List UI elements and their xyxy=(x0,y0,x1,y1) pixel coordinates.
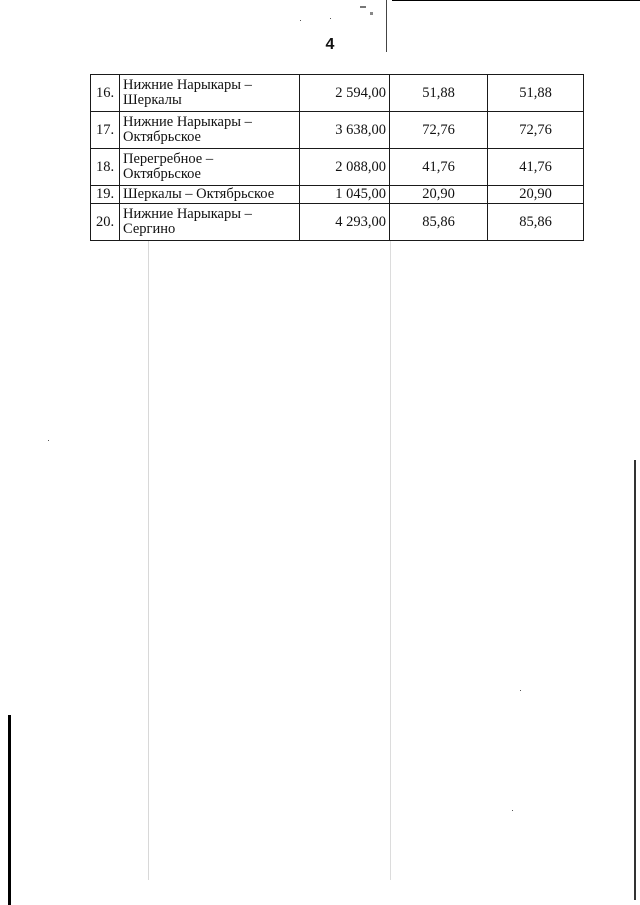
row-number: 16. xyxy=(91,75,120,112)
value-2: 20,90 xyxy=(488,186,584,204)
route-line: Октябрьское xyxy=(123,166,201,182)
route-name xyxy=(120,204,300,241)
table-row xyxy=(91,112,584,149)
table-row xyxy=(91,149,584,186)
value-1: 20,90 xyxy=(390,186,488,204)
row-number: 19. xyxy=(91,186,120,204)
value-2: 41,76 xyxy=(488,149,584,186)
distance-value: 3 638,00 xyxy=(300,112,390,149)
scan-speck xyxy=(370,12,373,15)
scan-edge-line-top xyxy=(392,0,640,1)
value-1: 41,76 xyxy=(390,149,488,186)
route-line: Сергино xyxy=(123,221,176,237)
value-1: 72,76 xyxy=(390,112,488,149)
row-number: 20. xyxy=(91,204,120,241)
route-line: Нижние Нарыкары – xyxy=(123,77,252,93)
table-row xyxy=(91,204,584,241)
scan-speck xyxy=(330,18,331,19)
route-name: Шеркалы – Октябрьское xyxy=(120,186,300,204)
value-1: 85,86 xyxy=(390,204,488,241)
row-number: 17. xyxy=(91,112,120,149)
scan-edge-line-right xyxy=(634,460,636,900)
scan-speck xyxy=(300,20,301,21)
distance-value: 1 045,00 xyxy=(300,186,390,204)
row-number: 18. xyxy=(91,149,120,186)
scan-speck xyxy=(520,690,521,691)
scan-speck xyxy=(360,6,366,8)
value-2: 72,76 xyxy=(488,112,584,149)
value-2: 51,88 xyxy=(488,75,584,112)
scan-edge-line-left xyxy=(8,715,11,905)
page-number: 4 xyxy=(325,36,335,53)
route-line: Шеркалы xyxy=(123,92,182,108)
route-name xyxy=(120,75,300,112)
route-line: Перегребное – xyxy=(123,151,214,167)
scan-faint-line-left xyxy=(148,240,149,880)
distance-value: 2 594,00 xyxy=(300,75,390,112)
route-name xyxy=(120,112,300,149)
distance-table xyxy=(90,74,584,241)
scan-speck xyxy=(48,440,49,441)
value-2: 85,86 xyxy=(488,204,584,241)
table-row xyxy=(91,186,584,204)
distance-value: 4 293,00 xyxy=(300,204,390,241)
scan-faint-line-mid xyxy=(390,240,391,880)
scan-speck xyxy=(512,810,513,811)
route-line: Октябрьское xyxy=(123,129,201,145)
table-row xyxy=(91,75,584,112)
route-name xyxy=(120,149,300,186)
distance-value: 2 088,00 xyxy=(300,149,390,186)
value-1: 51,88 xyxy=(390,75,488,112)
route-line: Нижние Нарыкары – xyxy=(123,206,252,222)
route-line: Нижние Нарыкары – xyxy=(123,114,252,130)
